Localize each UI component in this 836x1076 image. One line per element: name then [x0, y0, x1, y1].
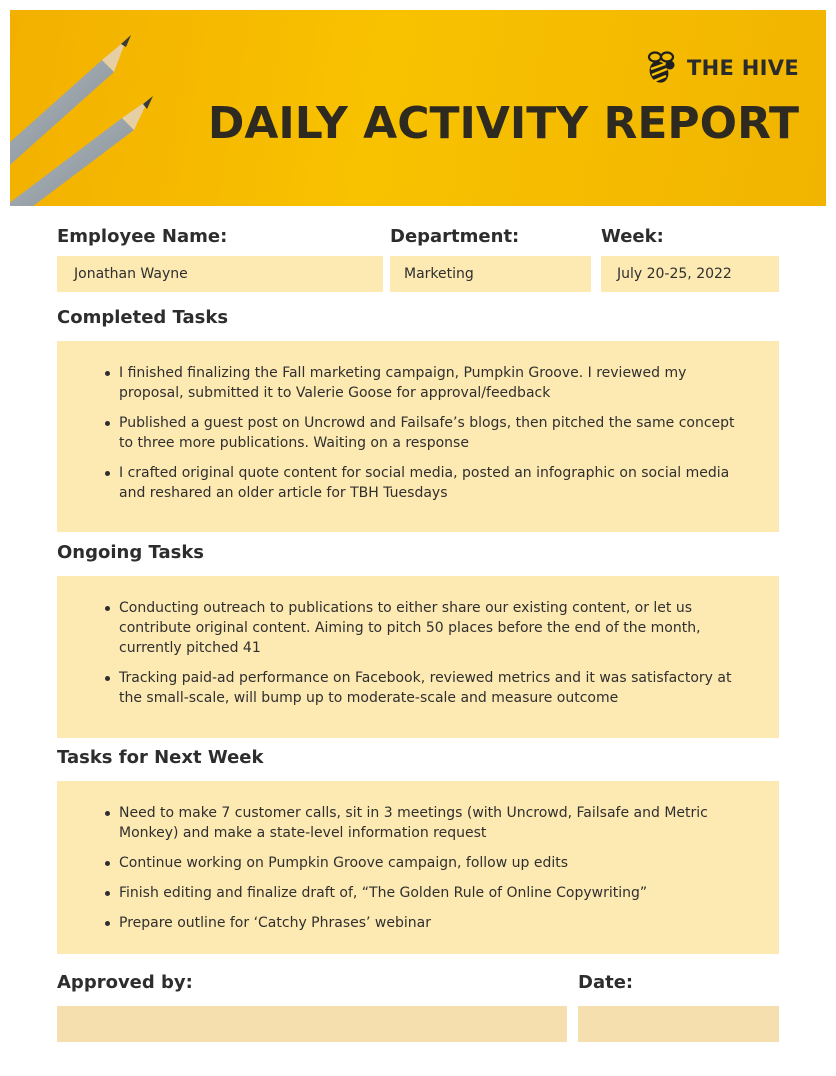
list-item: I finished finalizing the Fall marketing campaign, Pumpkin Groove. I reviewed my proposal, submitted it to Valerie Goose for approval/feedback [119, 363, 739, 403]
completed-tasks-box [57, 341, 779, 532]
employee-name-field[interactable] [57, 256, 383, 292]
completed-tasks-heading: Completed Tasks [57, 307, 229, 328]
page-title: DAILY ACTIVITY REPORT [207, 98, 799, 149]
next-week-tasks-box [57, 781, 779, 954]
next-week-tasks-list [119, 803, 739, 933]
employee-name-value: Jonathan Wayne [74, 266, 188, 282]
next-week-tasks-heading: Tasks for Next Week [57, 747, 264, 768]
list-item: Finish editing and finalize draft of, “The Golden Rule of Online Copywriting” [119, 883, 739, 903]
department-value: Marketing [404, 266, 474, 282]
completed-tasks-list [119, 363, 739, 503]
list-item: Prepare outline for ‘Catchy Phrases’ webinar [119, 913, 739, 933]
brand [645, 50, 799, 86]
date-label: Date: [578, 972, 634, 993]
employee-name-label: Employee Name: [57, 226, 228, 247]
department-label: Department: [390, 226, 520, 247]
list-item: I crafted original quote content for social media, posted an infographic on social media and reshared an older article for TBH Tuesdays [119, 463, 739, 503]
approved-by-label: Approved by: [57, 972, 193, 993]
brand-name: THE HIVE [687, 56, 799, 80]
date-field[interactable] [578, 1006, 779, 1042]
header-banner [10, 10, 826, 206]
list-item: Continue working on Pumpkin Groove campaign, follow up edits [119, 853, 739, 873]
list-item: Need to make 7 customer calls, sit in 3 meetings (with Uncrowd, Failsafe and Metric Monkey) and make a state-level information request [119, 803, 739, 843]
bee-icon [645, 50, 677, 86]
ongoing-tasks-box [57, 576, 779, 738]
list-item: Conducting outreach to publications to either share our existing content, or let us contribute original content. Aiming to pitch 50 places before the end of the month, currently pitched 41 [119, 598, 739, 658]
week-label: Week: [601, 226, 664, 247]
week-field[interactable] [601, 256, 779, 292]
week-value: July 20-25, 2022 [617, 266, 732, 282]
ongoing-tasks-heading: Ongoing Tasks [57, 542, 205, 563]
ongoing-tasks-list [119, 598, 739, 708]
list-item: Tracking paid-ad performance on Facebook, reviewed metrics and it was satisfactory at the small-scale, will bump up to moderate-scale and measure outcome [119, 668, 739, 708]
department-field[interactable] [390, 256, 591, 292]
list-item: Published a guest post on Uncrowd and Failsafe’s blogs, then pitched the same concept to three more publications. Waiting on a response [119, 413, 739, 453]
approved-by-field[interactable] [57, 1006, 567, 1042]
pencils-image [10, 10, 180, 206]
